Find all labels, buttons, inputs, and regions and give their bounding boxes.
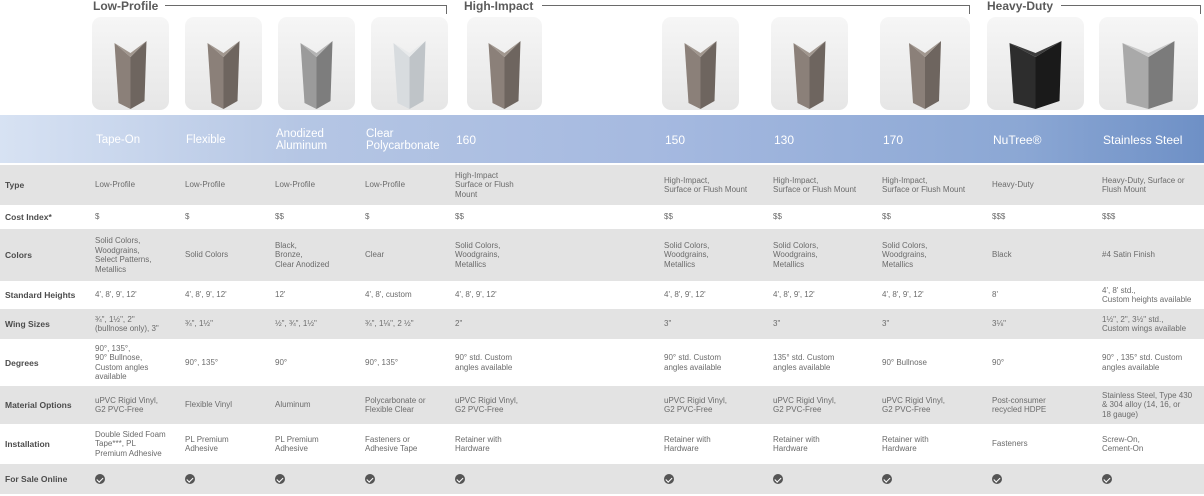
table-cell — [275, 309, 365, 339]
cell-text: 2" — [455, 319, 463, 329]
corner-guard-icon — [662, 17, 739, 110]
table-cell — [992, 339, 1102, 386]
table-cell — [275, 339, 365, 386]
table-cell — [992, 386, 1102, 424]
cell-text: Solid Colors — [185, 250, 229, 260]
product-name-text: Stainless Steel — [1103, 133, 1183, 147]
cell-text: 90° — [275, 357, 288, 367]
table-cell — [455, 386, 664, 424]
cell-text: ¾", 1⅛", 2 ½" — [365, 319, 414, 329]
table-cell — [275, 386, 365, 424]
cell-text: uPVC Rigid Vinyl, G2 PVC-Free — [882, 395, 945, 414]
cell-text: 4', 8', 9', 12' — [882, 290, 924, 300]
table-cell — [773, 281, 882, 309]
cell-text: 90° — [992, 357, 1005, 367]
row-label: Type — [5, 180, 25, 190]
table-cell — [455, 309, 664, 339]
row-label: Wing Sizes — [5, 319, 50, 329]
cell-text: High-Impact, Surface or Flush Mount — [882, 175, 966, 194]
corner-guard-icon — [92, 17, 169, 110]
cell-text: 4', 8', 9', 12' — [455, 290, 497, 300]
table-cell — [1102, 205, 1204, 229]
table-cell — [992, 281, 1102, 309]
table-cell — [882, 386, 992, 424]
table-cell — [882, 424, 992, 464]
comparison-row — [0, 424, 1204, 464]
table-cell — [365, 464, 455, 494]
cell-text: Solid Colors, Woodgrains, Metallics — [773, 240, 819, 269]
comparison-row — [0, 205, 1204, 229]
checkmark-icon — [1102, 474, 1112, 484]
product-name-text: 160 — [456, 133, 477, 147]
cell-text: uPVC Rigid Vinyl, G2 PVC-Free — [773, 395, 836, 414]
cell-text: ¾", 1½" — [185, 319, 213, 329]
table-cell — [185, 229, 275, 281]
table-cell — [185, 281, 275, 309]
table-cell — [95, 339, 185, 386]
table-cell — [185, 205, 275, 229]
cell-text: Solid Colors, Woodgrains, Metallics — [882, 240, 928, 269]
row-label: Degrees — [5, 357, 39, 368]
corner-guard-icon — [771, 17, 848, 110]
table-cell — [882, 165, 992, 205]
cell-text: Post-consumer recycled HDPE — [992, 395, 1047, 414]
table-cell — [95, 205, 185, 229]
group-bracket — [1061, 5, 1201, 14]
table-cell — [992, 424, 1102, 464]
product-name-text: 150 — [665, 133, 686, 147]
group-bracket — [542, 5, 970, 14]
table-cell — [882, 229, 992, 281]
table-cell — [275, 205, 365, 229]
cell-text: $$ — [455, 212, 464, 222]
product-name — [771, 115, 880, 163]
cell-text: Retainer with Hardware — [664, 434, 711, 453]
cell-text: 4', 8', 9', 12' — [664, 290, 706, 300]
row-label: Colors — [5, 250, 32, 260]
cell-text: uPVC Rigid Vinyl, G2 PVC-Free — [455, 395, 518, 414]
table-cell — [773, 339, 882, 386]
table-cell — [882, 339, 992, 386]
table-cell — [95, 386, 185, 424]
cell-text: $$ — [275, 212, 284, 222]
table-cell — [773, 464, 882, 494]
cell-text: Heavy-Duty — [992, 180, 1034, 190]
product-name — [1100, 115, 1204, 163]
checkmark-icon — [95, 474, 105, 484]
table-cell — [185, 386, 275, 424]
product-thumbnail[interactable] — [278, 17, 355, 110]
table-cell — [773, 386, 882, 424]
cell-text: High-Impact, Surface or Flush Mount — [773, 175, 857, 194]
cell-text: PL Premium Adhesive — [275, 434, 319, 453]
table-cell — [365, 165, 455, 205]
table-cell — [185, 464, 275, 494]
checkmark-icon — [992, 474, 1002, 484]
comparison-row — [0, 165, 1204, 205]
table-cell — [365, 424, 455, 464]
table-cell — [455, 339, 664, 386]
corner-guard-icon — [1099, 17, 1198, 110]
table-cell — [992, 464, 1102, 494]
cell-text: Solid Colors, Woodgrains, Select Patterns, Metallics — [95, 236, 152, 274]
checkmark-icon — [455, 474, 465, 484]
cell-text: $$$ — [992, 212, 1006, 222]
corner-guard-icon — [987, 17, 1084, 110]
table-cell — [773, 205, 882, 229]
table-cell — [773, 229, 882, 281]
table-cell — [185, 424, 275, 464]
product-thumbnail[interactable] — [662, 17, 739, 110]
table-cell — [455, 424, 664, 464]
table-cell — [882, 309, 992, 339]
cell-text: 12' — [275, 290, 286, 300]
table-cell — [992, 165, 1102, 205]
cell-text: Flexible Vinyl — [185, 400, 232, 410]
product-thumbnail[interactable] — [880, 17, 970, 110]
table-cell — [664, 424, 773, 464]
cell-text: 90°, 135° — [365, 357, 399, 367]
cell-text: Low-Profile — [275, 180, 316, 190]
table-cell — [185, 309, 275, 339]
product-name-text: Tape-On — [96, 134, 141, 146]
table-cell — [365, 386, 455, 424]
cell-text: Aluminum — [275, 400, 311, 410]
table-cell — [664, 386, 773, 424]
cell-text: Double Sided Foam Tape***, PL Premium Adhesive — [95, 429, 166, 458]
table-cell — [664, 165, 773, 205]
table-cell — [95, 229, 185, 281]
table-cell — [1102, 424, 1204, 464]
table-cell — [365, 281, 455, 309]
cell-text: 90°, 135°, 90° Bullnose, Custom angles available — [95, 343, 149, 381]
cell-text: Black, Bronze, Clear Anodized — [275, 240, 330, 269]
table-cell — [664, 464, 773, 494]
cell-text: Stainless Steel, Type 430 & 304 alloy (14, 16, or 18 gauge) — [1102, 390, 1193, 419]
group-label: High-Impact — [464, 0, 534, 13]
table-cell — [1102, 386, 1204, 424]
table-cell — [992, 205, 1102, 229]
checkmark-icon — [882, 474, 892, 484]
table-cell — [1102, 165, 1204, 205]
product-name-text: 170 — [883, 133, 904, 147]
cell-text: PL Premium Adhesive — [185, 434, 229, 453]
table-cell — [992, 309, 1102, 339]
cell-text: Screw-On, Cement-On — [1102, 434, 1144, 453]
table-cell — [882, 205, 992, 229]
product-name — [453, 115, 662, 163]
cell-text: Retainer with Hardware — [455, 434, 502, 453]
cell-text: $ — [185, 212, 190, 222]
table-cell — [773, 309, 882, 339]
cell-text: uPVC Rigid Vinyl, G2 PVC-Free — [664, 395, 727, 414]
cell-text: Fasteners or Adhesive Tape — [365, 434, 418, 453]
product-name-text: Flexible — [186, 134, 226, 146]
comparison-row — [0, 229, 1204, 281]
row-label: Installation — [5, 439, 50, 449]
table-cell — [1102, 309, 1204, 339]
cell-text: 4', 8', 9', 12' — [773, 290, 815, 300]
corner-guard-icon — [278, 17, 355, 110]
cell-text: $$ — [664, 212, 673, 222]
cell-text: 90° , 135° std. Custom angles available — [1102, 353, 1183, 372]
cell-text: Retainer with Hardware — [773, 434, 820, 453]
cell-text: 90° std. Custom angles available — [664, 353, 722, 372]
product-name — [880, 115, 990, 163]
product-thumbnail[interactable] — [987, 17, 1084, 110]
checkmark-icon — [664, 474, 674, 484]
table-cell — [95, 165, 185, 205]
cell-text: 4', 8' std., Custom heights available — [1102, 285, 1192, 304]
cell-text: $ — [365, 212, 370, 222]
cell-text: $$ — [773, 212, 782, 222]
product-thumbnail[interactable] — [1099, 17, 1198, 110]
table-cell — [664, 339, 773, 386]
product-thumbnail[interactable] — [92, 17, 169, 110]
product-name-text: NuTree® — [993, 133, 1042, 147]
cell-text: Solid Colors, Woodgrains, Metallics — [664, 240, 710, 269]
cell-text: #4 Satin Finish — [1102, 250, 1155, 260]
row-label: Standard Heights — [5, 290, 76, 300]
table-cell — [365, 309, 455, 339]
table-cell — [664, 229, 773, 281]
table-cell — [95, 281, 185, 309]
table-cell — [664, 309, 773, 339]
table-cell — [455, 464, 664, 494]
product-name — [662, 115, 771, 163]
cell-text: 8' — [992, 290, 998, 300]
comparison-row — [0, 386, 1204, 424]
cell-text: ½", ¾", 1½" — [275, 319, 317, 329]
cell-text: High-Impact, Surface or Flush Mount — [664, 175, 748, 194]
table-cell — [773, 165, 882, 205]
product-name — [990, 115, 1100, 163]
table-cell — [275, 281, 365, 309]
group-label: Low-Profile — [93, 0, 159, 13]
cell-text: 1½", 2", 3½" std., Custom wings available — [1102, 314, 1187, 333]
cell-text: $$$ — [1102, 212, 1116, 222]
table-cell — [455, 165, 664, 205]
cell-text: 90°, 135° — [185, 357, 219, 367]
cell-text: 90° std. Custom angles available — [455, 353, 513, 372]
table-cell — [992, 229, 1102, 281]
cell-text: Fasteners — [992, 439, 1028, 449]
cell-text: Heavy-Duty, Surface or Flush Mount — [1102, 175, 1185, 194]
product-name — [93, 115, 183, 163]
table-cell — [365, 229, 455, 281]
cell-text: 4', 8', 9', 12' — [185, 290, 227, 300]
table-cell — [773, 424, 882, 464]
table-cell — [95, 309, 185, 339]
table-cell — [185, 165, 275, 205]
cell-text: Low-Profile — [365, 180, 406, 190]
table-cell — [664, 281, 773, 309]
cell-text: Clear — [365, 250, 385, 260]
row-label: Material Options — [5, 400, 72, 410]
cell-text: 3" — [664, 319, 672, 329]
corner-guard-icon — [467, 17, 542, 110]
comparison-row — [0, 464, 1204, 494]
checkmark-icon — [365, 474, 375, 484]
table-cell — [664, 205, 773, 229]
cell-text: uPVC Rigid Vinyl, G2 PVC-Free — [95, 395, 158, 414]
table-cell — [882, 464, 992, 494]
table-cell — [95, 424, 185, 464]
table-cell — [1102, 281, 1204, 309]
table-cell — [1102, 464, 1204, 494]
product-name — [363, 115, 453, 163]
cell-text: 3⅛" — [992, 319, 1006, 329]
cell-text: $$ — [882, 212, 891, 222]
table-cell — [275, 229, 365, 281]
comparison-row — [0, 281, 1204, 309]
table-cell — [455, 281, 664, 309]
cell-text: Black — [992, 250, 1012, 260]
row-label: For Sale Online — [5, 474, 68, 484]
checkmark-icon — [773, 474, 783, 484]
table-cell — [365, 339, 455, 386]
cell-text: High-Impact Surface or Flush Mount — [455, 170, 514, 199]
cell-text: 135° std. Custom angles available — [773, 353, 835, 372]
corner-guard-icon — [185, 17, 262, 110]
table-cell — [1102, 339, 1204, 386]
cell-text: Low-Profile — [95, 180, 136, 190]
table-cell — [455, 229, 664, 281]
product-name-text: Clear Polycarbonate — [366, 128, 440, 152]
table-cell — [275, 165, 365, 205]
product-thumbnail[interactable] — [371, 17, 448, 110]
table-cell — [365, 205, 455, 229]
cell-text: 3" — [773, 319, 781, 329]
table-cell — [95, 464, 185, 494]
group-bracket — [165, 5, 447, 14]
row-label: Cost Index* — [5, 212, 52, 222]
cell-text: 90° Bullnose — [882, 357, 928, 367]
product-thumbnail[interactable] — [467, 17, 542, 110]
product-thumbnail[interactable] — [771, 17, 848, 110]
product-name-text: 130 — [774, 133, 795, 147]
cell-text: ¾", 1½", 2" (bullnose only), 3" — [95, 314, 159, 333]
table-cell — [275, 464, 365, 494]
cell-text: Retainer with Hardware — [882, 434, 929, 453]
table-cell — [1102, 229, 1204, 281]
cell-text: 4', 8', custom — [365, 290, 412, 300]
table-cell — [275, 424, 365, 464]
product-name-text: Anodized Aluminum — [276, 128, 328, 152]
cell-text: Low-Profile — [185, 180, 226, 190]
table-cell — [185, 339, 275, 386]
product-name — [183, 115, 273, 163]
comparison-row — [0, 339, 1204, 386]
product-thumbnail[interactable] — [185, 17, 262, 110]
cell-text: 3" — [882, 319, 890, 329]
group-label: Heavy-Duty — [987, 0, 1054, 13]
cell-text: 4', 8', 9', 12' — [95, 290, 137, 300]
product-name — [273, 115, 363, 163]
table-cell — [882, 281, 992, 309]
corner-guard-icon — [880, 17, 970, 110]
corner-guard-icon — [371, 17, 448, 110]
cell-text: Polycarbonate or Flexible Clear — [365, 395, 426, 414]
checkmark-icon — [275, 474, 285, 484]
cell-text: $ — [95, 212, 100, 222]
comparison-row — [0, 309, 1204, 339]
table-cell — [455, 205, 664, 229]
checkmark-icon — [185, 474, 195, 484]
cell-text: Solid Colors, Woodgrains, Metallics — [455, 240, 501, 269]
